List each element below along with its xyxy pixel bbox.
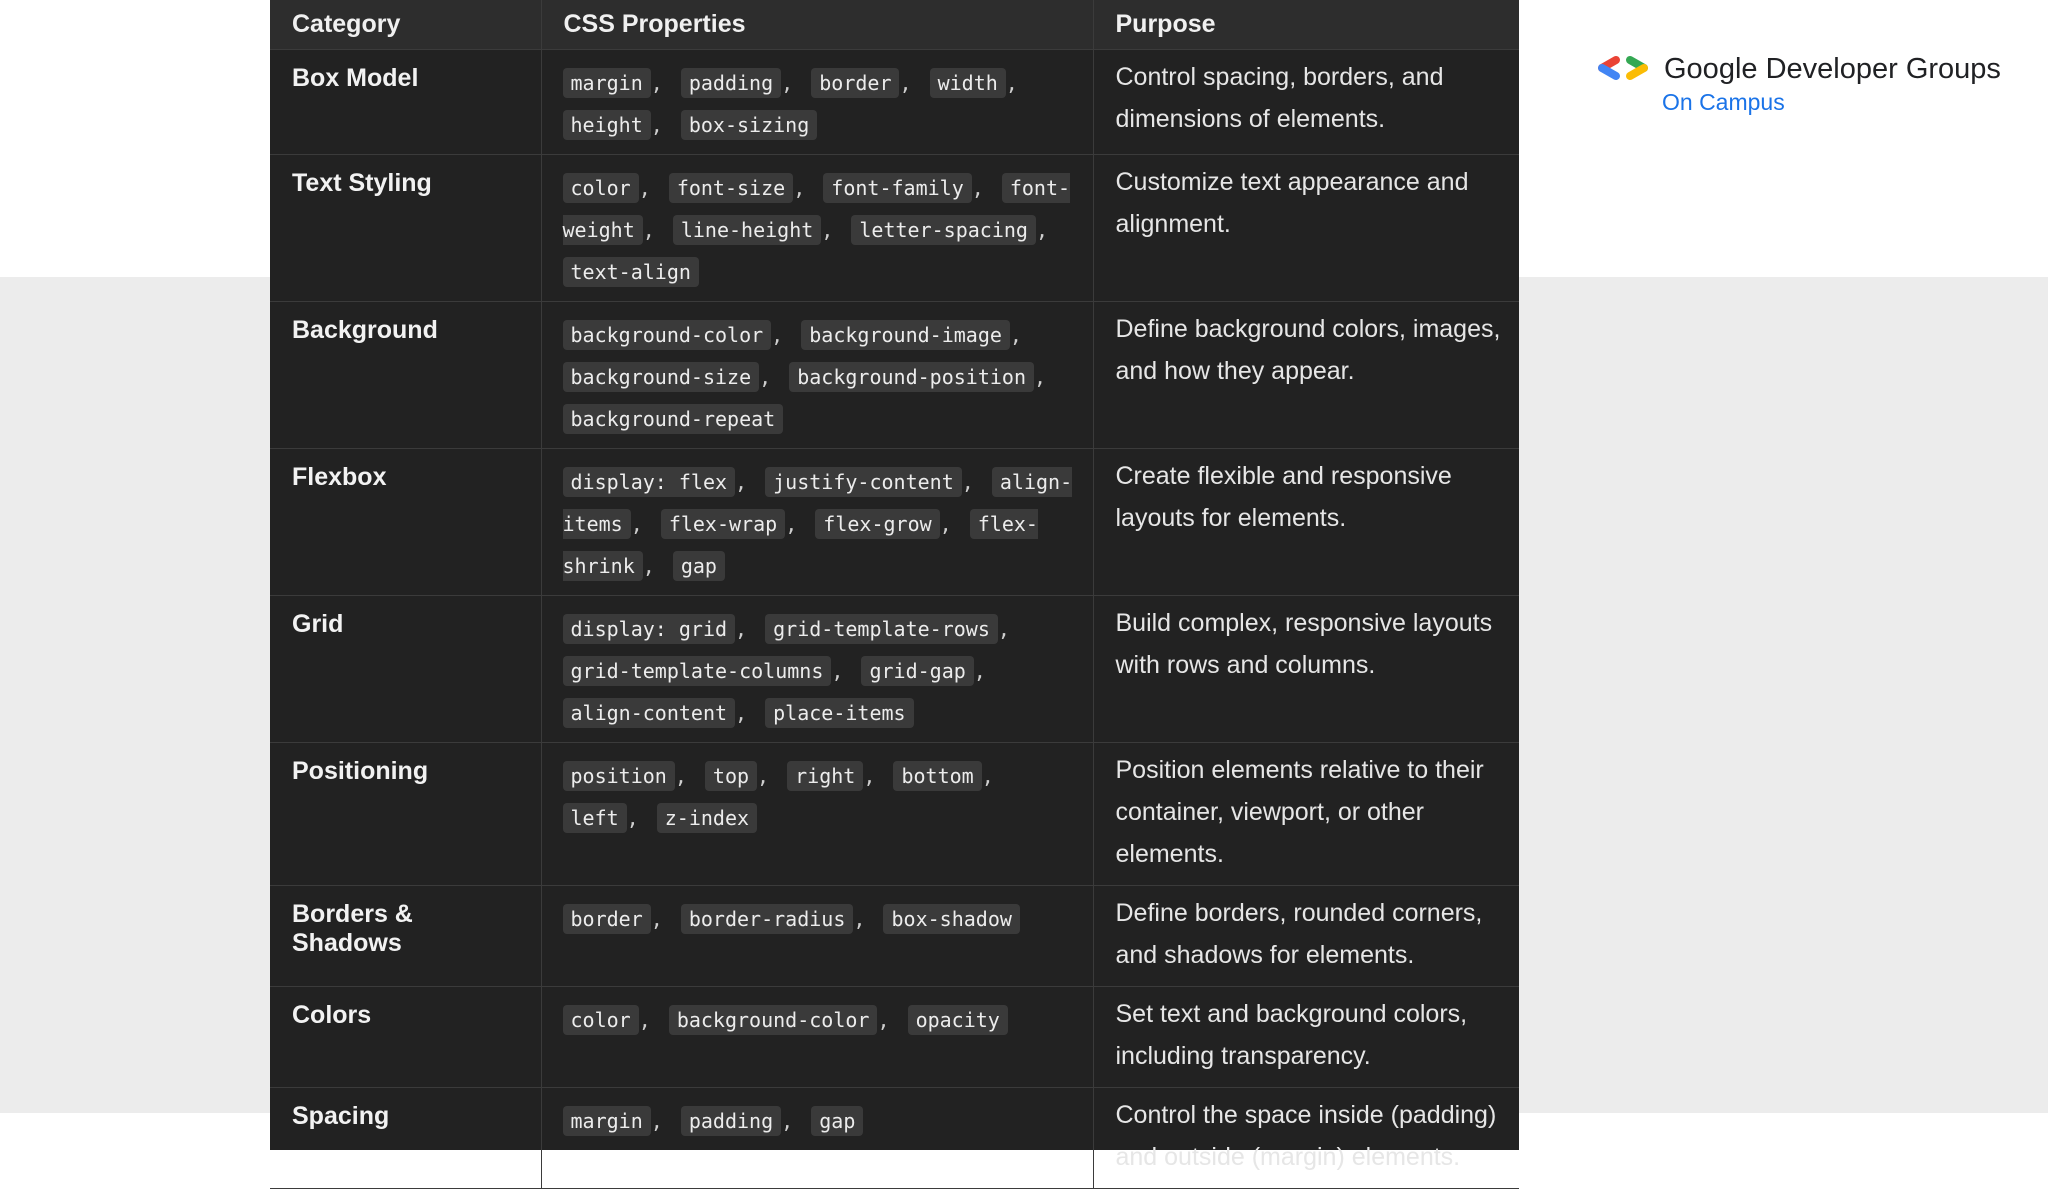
row-purpose: Define borders, rounded corners, and shadows for elements. [1093, 886, 1519, 987]
row-category: Borders & Shadows [270, 886, 541, 987]
table-header-row [270, 0, 1519, 50]
property-code: grid-template-rows [765, 614, 998, 644]
table-row [270, 302, 1519, 449]
row-properties: color , font-size , font-family , font-weight , line-height , letter-spacing , text-align [541, 155, 1093, 302]
header-purpose: Purpose [1093, 0, 1519, 50]
property-code: background-color [669, 1005, 878, 1035]
property-code: opacity [908, 1005, 1008, 1035]
property-code: background-position [789, 362, 1034, 392]
property-code: padding [681, 1106, 781, 1136]
row-category: Text Styling [270, 155, 541, 302]
property-code: height [563, 110, 651, 140]
property-code: font-weight [563, 173, 1071, 245]
property-code: padding [681, 68, 781, 98]
property-code: z-index [657, 803, 757, 833]
property-code: font-size [669, 173, 793, 203]
row-category: Colors [270, 987, 541, 1088]
table-row [270, 596, 1519, 743]
row-purpose: Control spacing, borders, and dimensions of elements. [1093, 50, 1519, 155]
row-purpose: Set text and background colors, including transparency. [1093, 987, 1519, 1088]
property-code: background-color [563, 320, 772, 350]
property-code: text-align [563, 257, 699, 287]
row-purpose: Define background colors, images, and how they appear. [1093, 302, 1519, 449]
table-row [270, 155, 1519, 302]
row-purpose: Control the space inside (padding) and outside (margin) elements. [1093, 1088, 1519, 1189]
row-category: Spacing [270, 1088, 541, 1189]
property-code: letter-spacing [851, 215, 1036, 245]
header-category: Category [270, 0, 541, 50]
property-code: background-repeat [563, 404, 784, 434]
gdg-brackets-icon [1594, 54, 1654, 90]
property-code: box-sizing [681, 110, 817, 140]
row-category: Grid [270, 596, 541, 743]
property-code: position [563, 761, 675, 791]
property-code: background-image [801, 320, 1010, 350]
property-code: align-content [563, 698, 736, 728]
row-properties: position , top , right , bottom , left , z-index [541, 743, 1093, 886]
logo-subtitle: On Campus [1662, 89, 1785, 115]
row-category: Background [270, 302, 541, 449]
property-code: margin [563, 1106, 651, 1136]
table-row [270, 987, 1519, 1088]
property-code: flex-grow [815, 509, 939, 539]
row-properties: margin , padding , border , width , height , box-sizing [541, 50, 1093, 155]
property-code: box-shadow [883, 904, 1019, 934]
property-code: display: grid [563, 614, 736, 644]
css-properties-table-container [270, 0, 1519, 1171]
property-code: place-items [765, 698, 913, 728]
property-code: grid-gap [861, 656, 973, 686]
row-purpose: Build complex, responsive layouts with rows and columns. [1093, 596, 1519, 743]
row-properties: display: flex , justify-content , align-items , flex-wrap , flex-grow , flex-shrink , gap [541, 449, 1093, 596]
table-row [270, 886, 1519, 987]
property-code: border [563, 904, 651, 934]
row-properties: margin , padding , gap [541, 1088, 1093, 1189]
property-code: width [930, 68, 1006, 98]
table-row [270, 1088, 1519, 1189]
row-purpose: Create flexible and responsive layouts for elements. [1093, 449, 1519, 596]
property-code: margin [563, 68, 651, 98]
property-code: flex-wrap [661, 509, 785, 539]
row-purpose: Customize text appearance and alignment. [1093, 155, 1519, 302]
property-code: top [705, 761, 757, 791]
property-code: display: flex [563, 467, 736, 497]
row-purpose: Position elements relative to their container, viewport, or other elements. [1093, 743, 1519, 886]
row-properties: color , background-color , opacity [541, 987, 1093, 1088]
gdg-logo [1594, 54, 2014, 124]
property-code: line-height [673, 215, 821, 245]
header-css-properties: CSS Properties [541, 0, 1093, 50]
logo-title: Google Developer Groups [1664, 53, 2001, 85]
property-code: left [563, 803, 627, 833]
property-code: border [811, 68, 899, 98]
property-code: gap [673, 551, 725, 581]
table-row [270, 743, 1519, 886]
property-code: flex-shrink [563, 509, 1038, 581]
property-code: border-radius [681, 904, 854, 934]
property-code: font-family [823, 173, 971, 203]
property-code: background-size [563, 362, 760, 392]
row-category: Positioning [270, 743, 541, 886]
table-row [270, 449, 1519, 596]
property-code: grid-template-columns [563, 656, 832, 686]
row-category: Flexbox [270, 449, 541, 596]
property-code: align-items [563, 467, 1073, 539]
property-code: right [787, 761, 863, 791]
row-properties: display: grid , grid-template-rows , grid-template-columns , grid-gap , align-content , place-items [541, 596, 1093, 743]
property-code: bottom [893, 761, 981, 791]
row-category: Box Model [270, 50, 541, 155]
table-row [270, 50, 1519, 155]
row-properties: background-color , background-image , background-size , background-position , background-repeat [541, 302, 1093, 449]
property-code: color [563, 173, 639, 203]
property-code: justify-content [765, 467, 962, 497]
property-code: color [563, 1005, 639, 1035]
css-properties-table [270, 0, 1519, 1189]
row-properties: border , border-radius , box-shadow [541, 886, 1093, 987]
property-code: gap [811, 1106, 863, 1136]
